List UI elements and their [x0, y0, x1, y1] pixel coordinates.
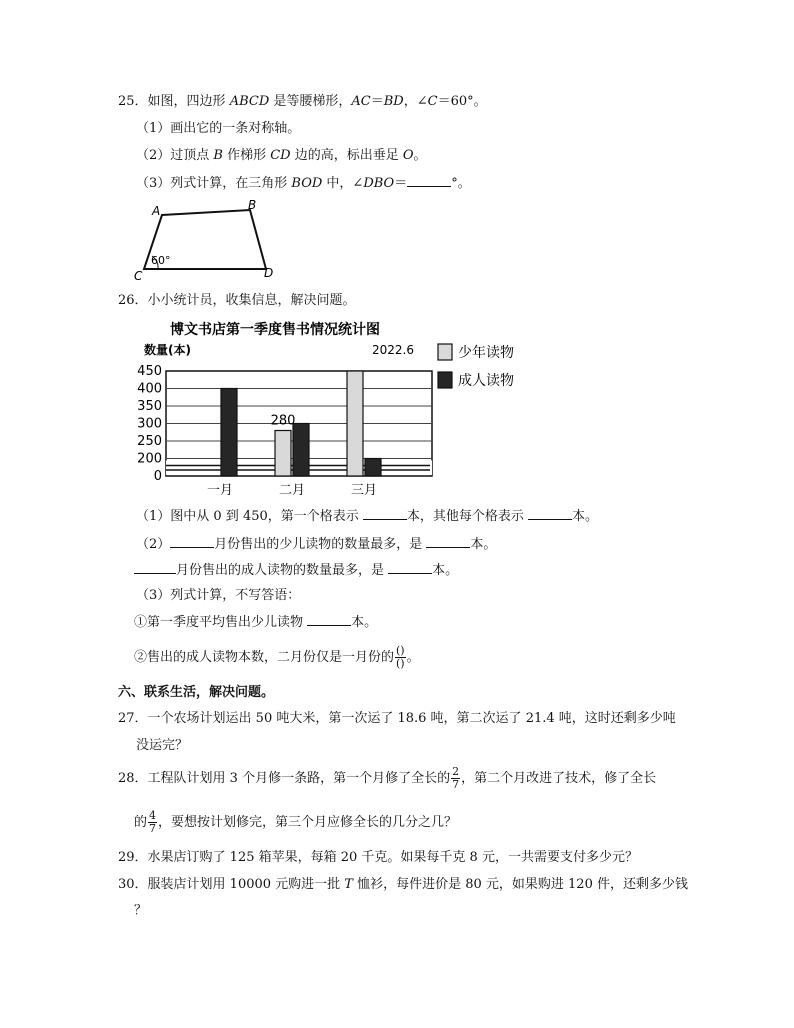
fraction-blank[interactable]: $\frac{()}{()}$	[396, 644, 405, 670]
trapezoid-figure	[132, 198, 282, 282]
bar-adult	[293, 424, 309, 477]
q26-part2b: 月份售出的成人读物的数量最多，是 本。	[134, 561, 458, 580]
bar-youth	[275, 431, 291, 477]
q30-line2: ？	[134, 903, 148, 918]
y-tick-label: 450	[137, 364, 162, 379]
bar-adult	[221, 389, 237, 477]
q26-part1: （1）图中从 0 到 450，第一个格表示 本，其他每个格表示 本。	[136, 509, 599, 524]
x-tick-label: 三月	[350, 483, 378, 498]
answer-blank[interactable]	[426, 535, 470, 548]
answer-blank[interactable]	[307, 613, 351, 626]
chart-date: 2022.6	[372, 343, 414, 357]
answer-blank[interactable]	[388, 561, 432, 574]
x-tick-label: 一月	[206, 483, 234, 498]
legend-label: 少年读物	[458, 345, 514, 361]
vertex-label-d: D	[264, 266, 274, 280]
legend-label: 成人读物	[458, 373, 514, 389]
y-tick-label: 350	[137, 399, 162, 414]
answer-blank[interactable]	[134, 561, 176, 574]
q26-stem: 26．小小统计员，收集信息，解决问题。	[118, 293, 356, 308]
q25-part3: （3）列式计算，在三角形 BOD 中，∠DBO＝ °。	[136, 176, 471, 191]
y-tick-label: 250	[137, 434, 162, 449]
vertex-label-c: C	[134, 269, 143, 283]
q25-stem: 25．如图，四边形 ABCD 是等腰梯形，AC＝BD，∠C＝60°。	[118, 94, 487, 109]
q25-part1: （1）画出它的一条对称轴。	[136, 121, 301, 136]
y-tick-label: 400	[137, 381, 162, 397]
section-title: 六、联系生活，解决问题。	[118, 685, 275, 700]
x-tick-label: 二月	[278, 483, 306, 498]
q25-part2: （2）过顶点 B 作梯形 CD 边的高，标出垂足 O。	[136, 148, 427, 163]
bar-youth	[347, 371, 363, 476]
fraction-4-7: $\frac{4}{7}$	[149, 809, 157, 835]
angle-label: 60°	[151, 254, 171, 267]
q26-part3-2: ②售出的成人读物本数，二月份仅是一月份的 $\frac{()}{()}$ 。	[134, 644, 420, 670]
q28-line1: 28．工程队计划用 3 个月修一条路，第一个月修了全长的 $\frac{2}{7}$ ，第二个月改进了技术，修了全长	[118, 765, 657, 791]
q26-part2: （2） 月份售出的少儿读物的数量最多，是 本。	[136, 537, 497, 552]
q27-line2: 没运完？	[136, 738, 189, 753]
q29-text: 29．水果店订购了 125 箱苹果，每箱 20 千克。如果每千克 8 元，一共需要支付多少元？	[118, 850, 638, 865]
data-label: 280	[270, 413, 296, 429]
answer-blank[interactable]	[363, 507, 407, 520]
fraction-2-7: $\frac{2}{7}$	[452, 765, 460, 791]
answer-blank[interactable]	[528, 507, 572, 520]
q26-part3-1: ①第一季度平均售出少儿读物 本。	[134, 615, 378, 630]
legend-swatch	[438, 372, 452, 388]
answer-blank[interactable]	[170, 535, 214, 548]
y-tick-label: 0	[153, 469, 162, 484]
q30-line1: 30．服装店计划用 10000 元购进一批 T 恤衫，每件进价是 80 元，如果购进 120 件，还剩多少钱	[118, 877, 688, 892]
y-tick-label: 200	[137, 451, 162, 467]
q26-part3: （3）列式计算，不写答语：	[136, 588, 301, 603]
q27-line1: 27．一个农场计划运出 50 吨大米，第一次运了 18.6 吨，第二次运了 21.4 吨，这时还剩多少吨	[118, 711, 676, 726]
legend-swatch	[438, 344, 452, 360]
vertex-label-a: A	[152, 204, 161, 218]
bar-adult	[365, 459, 381, 477]
answer-blank[interactable]	[407, 174, 451, 187]
chart-title: 博文书店第一季度售书情况统计图	[170, 322, 380, 338]
bar-chart	[137, 316, 540, 500]
chart-ylabel: 数量(本)	[144, 343, 191, 357]
q28-line2: 的 $\frac{4}{7}$ ，要想按计划修完，第三个月应修全长的几分之几？	[134, 809, 458, 835]
y-tick-label: 300	[137, 416, 162, 432]
vertex-label-b: B	[248, 198, 257, 212]
